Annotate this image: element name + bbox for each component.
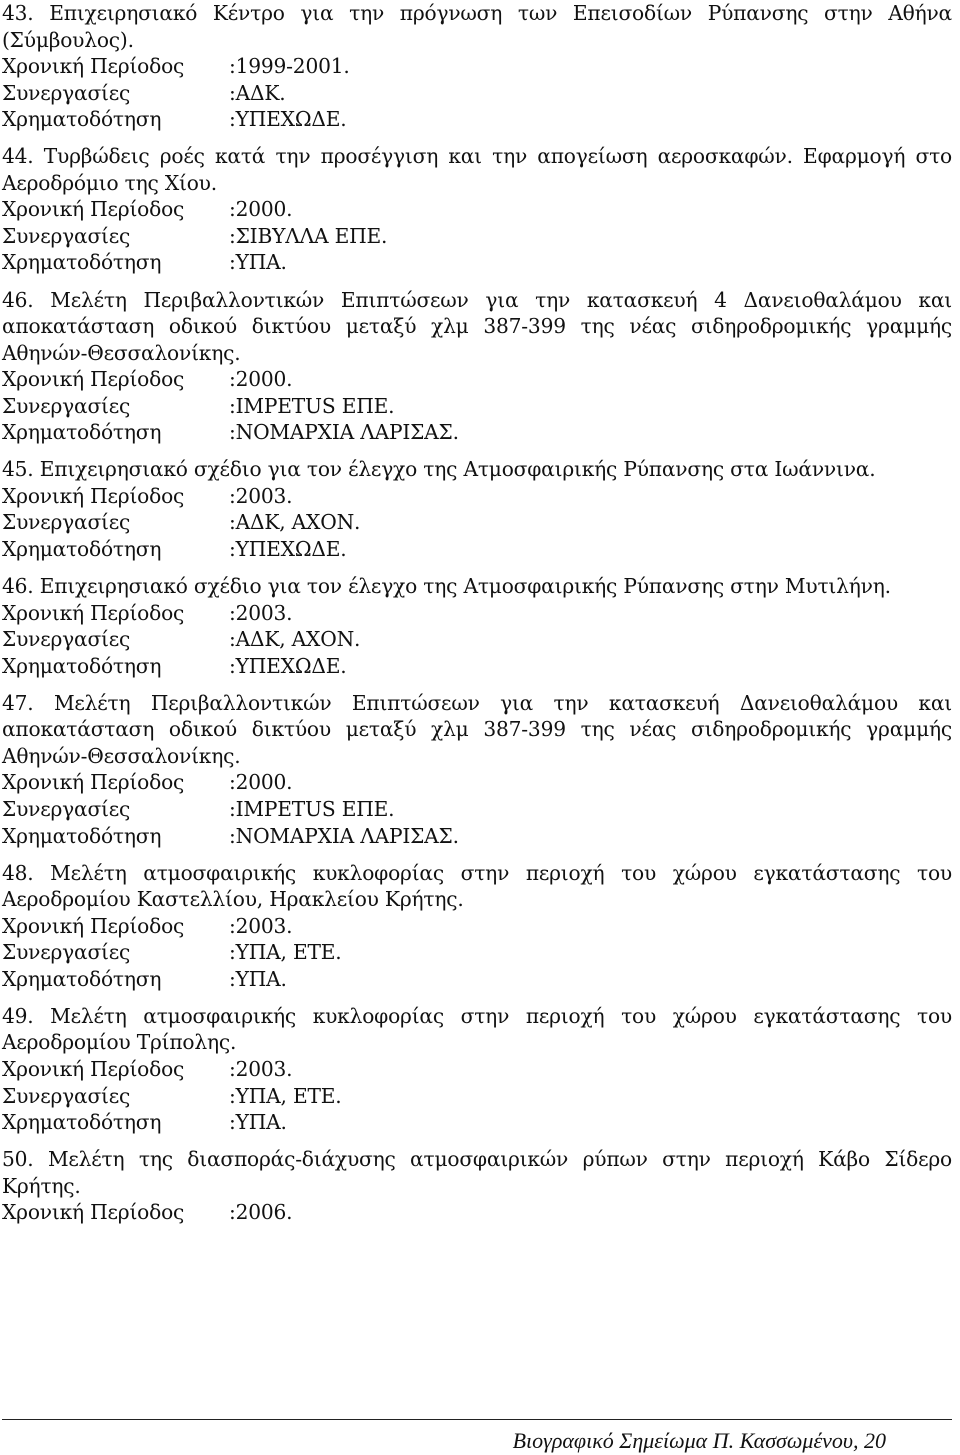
period-value: :2000. [229,770,293,795]
project-entry-45 [2,456,952,562]
funding-label: Χρηματοδότηση [2,107,162,132]
funding-row [2,1109,952,1136]
period-label: Χρονική Περίοδος [2,54,185,78]
project-entry-43 [2,0,952,133]
period-value: :2003. [229,600,293,625]
period-row [2,483,952,510]
funding-value: :ΝΟΜΑΡΧΙΑ ΛΑΡΙΣΑΣ. [229,823,459,848]
partners-value: :ΥΠΑ, ΕΤΕ. [229,1083,342,1108]
funding-label: Χρηματοδότηση [2,1110,162,1135]
project-entry-50 [2,1146,952,1226]
funding-row [2,419,952,446]
partners-row [2,80,952,107]
period-label: Χρονική Περίοδος [2,483,185,508]
partners-value: :ΑΔΚ. [229,80,286,105]
funding-row [2,966,952,993]
project-entry-49 [2,1003,952,1136]
partners-row [2,223,952,250]
partners-value: :ΥΠΑ, ΕΤΕ. [229,940,342,965]
funding-value: :ΥΠΑ. [229,1110,287,1135]
partners-row [2,796,952,823]
funding-row [2,249,952,276]
period-label: Χρονική Περίοδος [2,770,185,795]
page-footer [513,1428,886,1454]
page-number: 20 [864,1428,886,1453]
footer-text: Βιογραφικό Σημείωμα Π. Κασσωμένου, [512,1428,859,1453]
project-title: 45. Επιχειρησιακό σχέδιο για τον έλεγχο της Ατμοσφαιρικής Ρύπανσης στα Ιωάννινα. [2,457,876,482]
period-row [2,196,952,223]
partners-label: Συνεργασίες [2,393,131,418]
period-value: :2006. [229,1200,293,1225]
project-title: 44. Τυρβώδεις ροές κατά την προσέγγιση και την απογείωση αεροσκαφών. Εφαρμογή στο Αεροδρόμιο της Χίου. [2,144,952,195]
partners-label: Συνεργασίες [2,627,131,652]
project-entry-47 [2,690,952,849]
partners-label: Συνεργασίες [2,940,131,965]
funding-row [2,653,952,680]
project-title: 48. Μελέτη ατμοσφαιρικής κυκλοφορίας στην περιοχή του χώρου εγκατάστασης του Αεροδρομίου Καστελλίου, Ηρακλείου Κρήτης. [2,860,952,912]
project-title: 49. Μελέτη ατμοσφαιρικής κυκλοφορίας στην περιοχή του χώρου εγκατάστασης του Αεροδρομίου Τρίπολης. [2,1003,952,1055]
period-label: Χρονική Περίοδος [2,913,185,938]
funding-label: Χρηματοδότηση [2,966,162,991]
partners-value: :IMPETUS ΕΠΕ. [229,797,395,821]
partners-label: Συνεργασίες [2,510,131,535]
period-value: :2003. [229,913,293,938]
funding-value: :ΝΟΜΑΡΧΙΑ ΛΑΡΙΣΑΣ. [229,420,459,445]
project-title: 50. Μελέτη της διασποράς-διάχυσης ατμοσφαιρικών ρύπων στην περιοχή Κάβο Σίδερο Κρήτης. [2,1147,952,1198]
funding-row [2,536,952,563]
period-label: Χρονική Περίοδος [2,600,185,625]
project-entry-44 [2,143,952,276]
period-value: :2000. [229,367,293,392]
project-entry-48 [2,860,952,993]
funding-label: Χρηματοδότηση [2,537,162,562]
funding-label: Χρηματοδότηση [2,823,162,848]
funding-label: Χρηματοδότηση [2,420,162,445]
period-row [2,1199,952,1226]
project-entry-46b [2,573,952,679]
period-value: :1999-2001. [229,54,350,78]
footer-divider [2,1419,952,1420]
period-row [2,913,952,940]
project-title: 46. Επιχειρησιακό σχέδιο για τον έλεγχο της Ατμοσφαιρικής Ρύπανσης στην Μυτιλήνη. [2,574,891,599]
partners-value: :ΣΙΒΥΛΛΑ ΕΠΕ. [229,223,388,248]
period-value: :2000. [229,197,293,222]
project-title: 47. Μελέτη Περιβαλλοντικών Επιπτώσεων για την κατασκευή Δανειοθαλάμου και αποκατάσταση οδικού δικτύου μεταξύ χλμ 387-399 της νέας σιδηροδρομικής γραμμής Αθηνών-Θεσσαλονίκης. [2,690,952,768]
period-label: Χρονική Περίοδος [2,367,185,392]
period-label: Χρονική Περίοδος [2,1200,185,1225]
period-row [2,600,952,627]
funding-value: :ΥΠΕΧΩΔΕ. [229,107,347,132]
partners-row [2,1083,952,1110]
funding-value: :ΥΠΑ. [229,250,287,275]
partners-label: Συνεργασίες [2,223,131,248]
period-row [2,53,952,80]
partners-label: Συνεργασίες [2,80,131,105]
period-label: Χρονική Περίοδος [2,1056,185,1081]
partners-row [2,393,952,420]
project-entry-46a [2,287,952,446]
project-title: 43. Επιχειρησιακό Κέντρο για την πρόγνωση των Επεισοδίων Ρύπανσης στην Αθήνα (Σύμβουλος). [2,1,952,52]
funding-row [2,106,952,133]
period-row [2,1056,952,1083]
partners-row [2,509,952,536]
funding-label: Χρηματοδότηση [2,250,162,275]
period-label: Χρονική Περίοδος [2,197,185,222]
funding-value: :ΥΠΕΧΩΔΕ. [229,653,347,678]
funding-label: Χρηματοδότηση [2,653,162,678]
partners-value: :IMPETUS ΕΠΕ. [229,393,395,418]
partners-value: :ΑΔΚ, ΑΧΟΝ. [229,510,361,535]
period-row [2,366,952,393]
project-title: 46. Μελέτη Περιβαλλοντικών Επιπτώσεων για την κατασκευή 4 Δανειοθαλάμου και αποκατάσταση οδικού δικτύου μεταξύ χλμ 387-399 της νέας σιδηροδρομικής γραμμής Αθηνών-Θεσσαλονίκης. [2,287,952,365]
funding-row [2,823,952,850]
partners-value: :ΑΔΚ, ΑΧΟΝ. [229,627,361,652]
partners-row [2,626,952,653]
partners-label: Συνεργασίες [2,797,131,821]
period-value: :2003. [229,1056,293,1081]
document-body [2,0,952,1236]
period-value: :2003. [229,483,293,508]
partners-row [2,939,952,966]
partners-label: Συνεργασίες [2,1083,131,1108]
funding-value: :ΥΠΑ. [229,966,287,991]
funding-value: :ΥΠΕΧΩΔΕ. [229,537,347,562]
period-row [2,769,952,796]
